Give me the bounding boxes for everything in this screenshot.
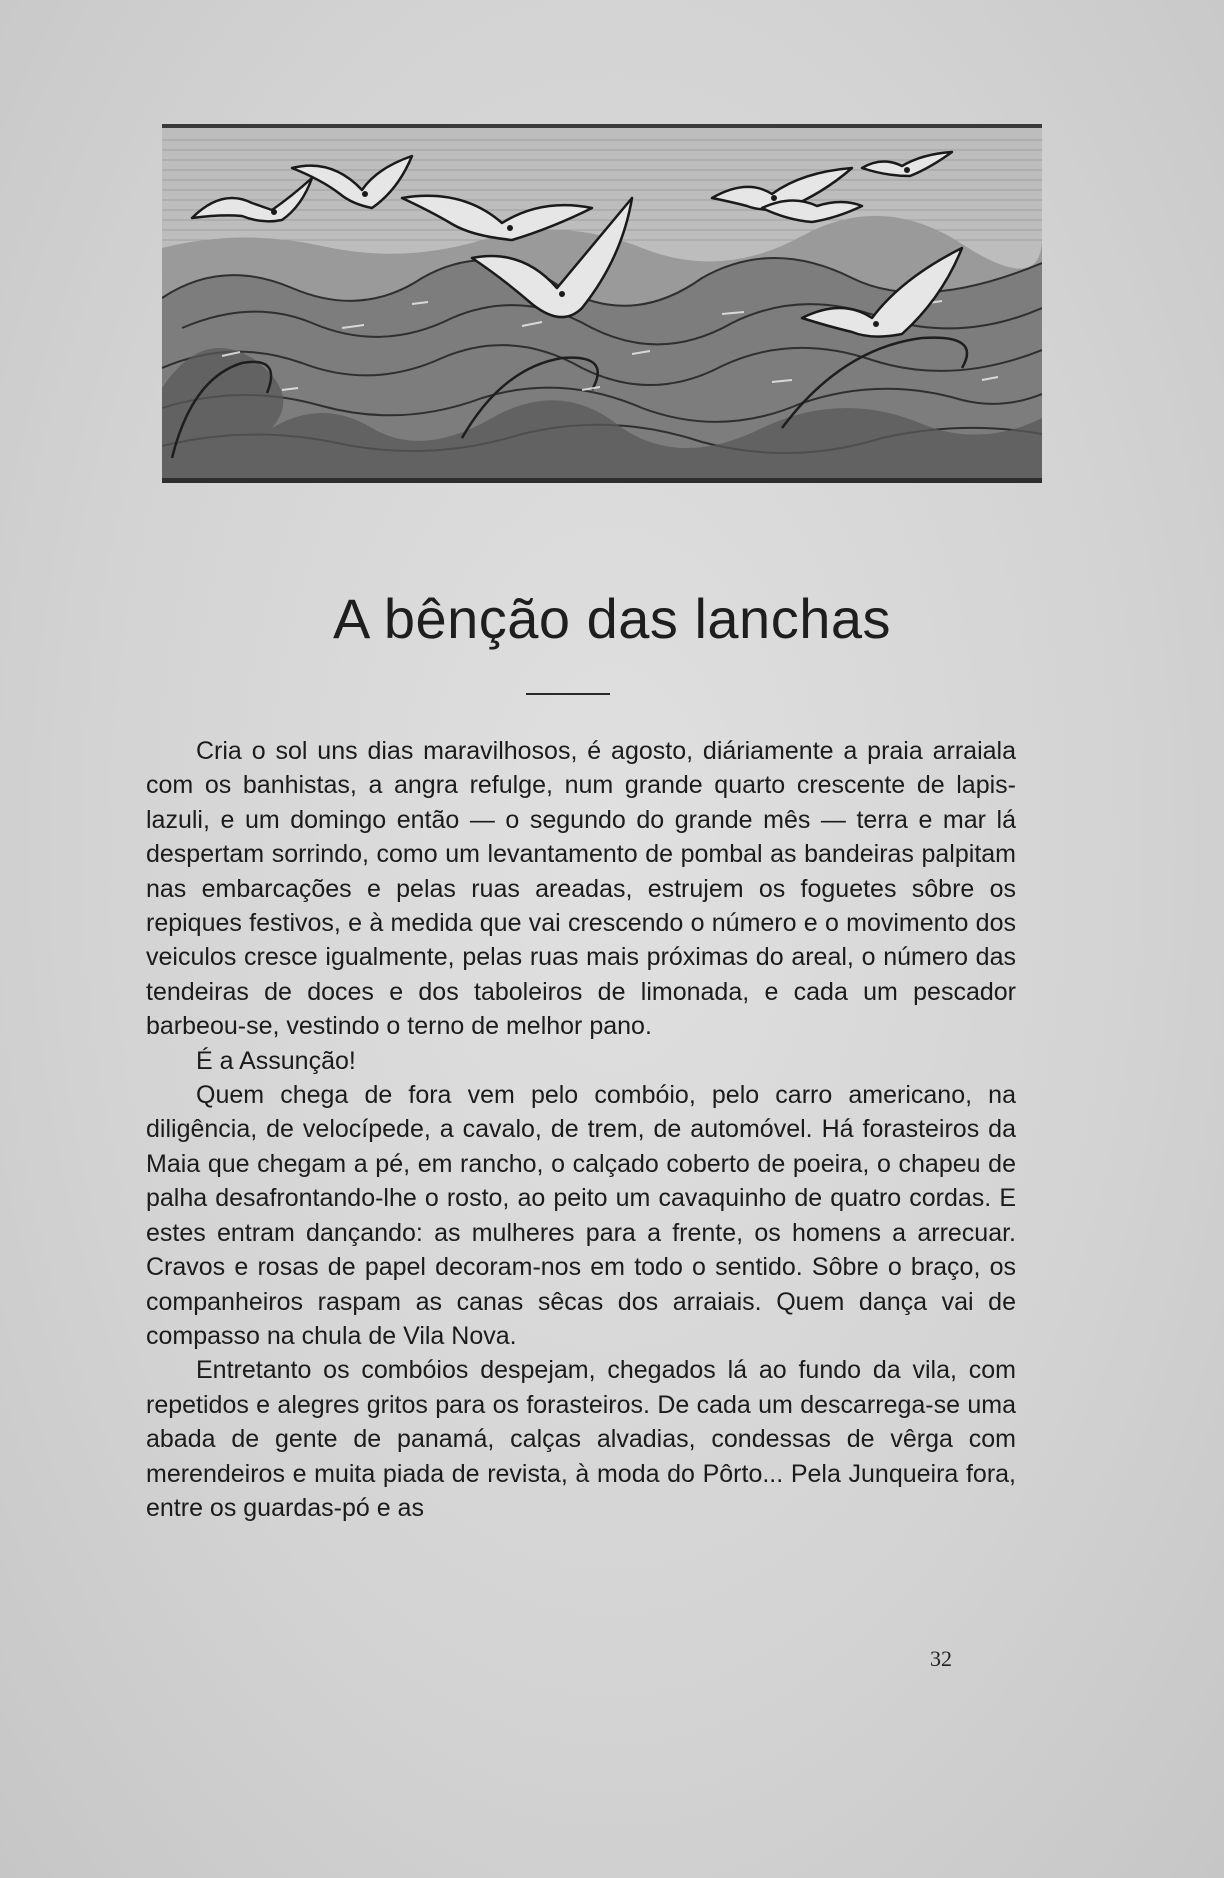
seagulls-waves-illustration <box>162 124 1042 483</box>
page-title: A bênção das lanchas <box>333 587 891 650</box>
page-number: 32 <box>930 1646 952 1671</box>
paragraph: Cria o sol uns dias maravilhosos, é agosto, diáriamente a praia arraiala com os banhistas, a angra refulge, num grande quarto crescente de lapis-lazuli, e um domingo então — o segundo do grande mês — terra e mar lá despertam sorrindo, como um levantamento de pombal as bandeiras palpitam nas embarcações e pelas ruas areadas, estrujem os foguetes sôbre os repiques festivos, e à medida que vai crescendo o número e o movimento dos veiculos cresce igualmente, pelas ruas mais próximas do areal, o número das tendeiras de doces e dos taboleiros de limonada, e cada um pescador barbeou-se, vestindo o terno de melhor pano. <box>146 737 1016 1041</box>
body-text <box>146 734 1016 1525</box>
paragraph: Quem chega de fora vem pelo combóio, pelo carro americano, na diligência, de velocípede, a cavalo, de trem, de automóvel. Há forasteiros da Maia que chegam a pé, em rancho, o calçado coberto de poeira, o chapeu de palha desafrontando-lhe o rosto, ao peito um cavaquinho de quatro cordas. E estes entram dançando: as mulheres para a frente, os homens a arrecuar. Cravos e rosas de papel decoram-nos em todo o sentido. Sôbre o braço, os companheiros raspam as canas sêcas dos arraiais. Quem dança vai de compasso na chula de Vila Nova. <box>146 1081 1016 1350</box>
paragraph: Entretanto os combóios despejam, chegados lá ao fundo da vila, com repetidos e alegres gritos para os forasteiros. De cada um descarrega-se uma abada de gente de panamá, calças alvadias, condessas de vêrga com merendeiros e muita piada de revista, à moda do Pôrto... Pela Junqueira fora, entre os guardas-pó e as <box>146 1356 1016 1522</box>
paragraph: É a Assunção! <box>196 1046 356 1075</box>
title-divider <box>526 693 610 695</box>
